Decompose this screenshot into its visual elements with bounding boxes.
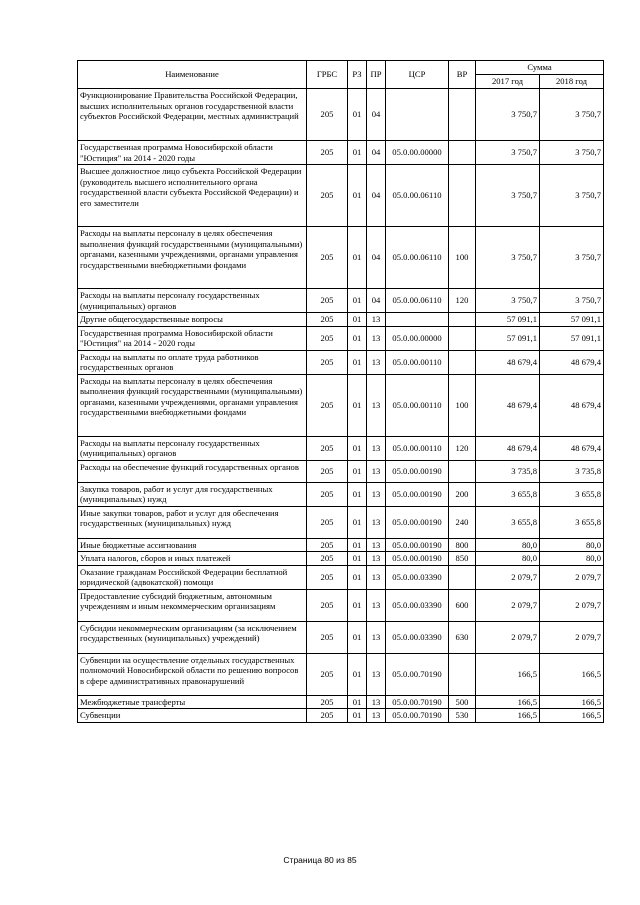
table-row [78,350,604,374]
row-sum-2018: 2 079,7 [540,589,604,621]
row-vr [449,460,476,482]
row-vr [449,141,476,165]
row-grbs: 205 [307,460,348,482]
row-rz: 01 [348,482,367,506]
row-pr: 13 [367,326,386,350]
row-csr: 05.0.00.00110 [386,436,449,460]
row-sum-2018: 2 079,7 [540,621,604,653]
row-pr: 13 [367,482,386,506]
row-grbs: 205 [307,313,348,327]
row-sum-2018: 48 679,4 [540,374,604,436]
row-grbs: 205 [307,695,348,709]
row-csr [386,89,449,141]
row-pr: 13 [367,506,386,538]
row-name: Оказание гражданам Российской Федерации бесплатной юридической (адвокатской) помощи [78,565,307,589]
row-name: Расходы на выплаты персоналу в целях обеспечения выполнения функций государственными (муниципальными) органами, казенными учреждениями, органами управления государственными внебюджетными фондами [78,227,307,289]
row-name: Расходы на выплаты по оплате труда работников государственных органов [78,350,307,374]
row-vr: 800 [449,538,476,552]
row-sum-2017: 3 655,8 [476,506,540,538]
row-vr: 100 [449,227,476,289]
row-sum-2018: 57 091,1 [540,326,604,350]
row-vr: 500 [449,695,476,709]
row-pr: 13 [367,621,386,653]
row-sum-2017: 3 750,7 [476,141,540,165]
row-vr: 630 [449,621,476,653]
table-row [78,460,604,482]
row-rz: 01 [348,565,367,589]
row-vr: 240 [449,506,476,538]
row-pr: 13 [367,374,386,436]
row-pr: 13 [367,565,386,589]
table-row [78,653,604,695]
row-vr [449,326,476,350]
row-sum-2018: 80,0 [540,538,604,552]
row-grbs: 205 [307,538,348,552]
row-sum-2017: 80,0 [476,552,540,566]
row-name: Иные бюджетные ассигнования [78,538,307,552]
row-pr: 04 [367,289,386,313]
header-sum: Сумма [476,61,604,75]
row-vr: 200 [449,482,476,506]
row-pr: 04 [367,89,386,141]
row-pr: 04 [367,165,386,227]
row-name: Расходы на выплаты персоналу государственных (муниципальных) органов [78,289,307,313]
row-rz: 01 [348,326,367,350]
row-vr [449,89,476,141]
row-pr: 04 [367,141,386,165]
table-row [78,552,604,566]
row-sum-2018: 166,5 [540,709,604,723]
row-sum-2018: 3 750,7 [540,289,604,313]
row-sum-2017: 166,5 [476,709,540,723]
row-csr: 05.0.00.00190 [386,552,449,566]
row-name: Иные закупки товаров, работ и услуг для обеспечения государственных (муниципальных) нужд [78,506,307,538]
row-sum-2018: 3 750,7 [540,89,604,141]
row-sum-2018: 3 750,7 [540,141,604,165]
table-row [78,89,604,141]
row-pr: 13 [367,350,386,374]
table-row [78,709,604,723]
row-csr: 05.0.00.00110 [386,374,449,436]
row-grbs: 205 [307,565,348,589]
row-sum-2017: 80,0 [476,538,540,552]
row-rz: 01 [348,165,367,227]
table-row [78,695,604,709]
row-sum-2017: 3 750,7 [476,89,540,141]
row-pr: 13 [367,653,386,695]
row-name: Расходы на обеспечение функций государственных органов [78,460,307,482]
row-rz: 01 [348,552,367,566]
row-sum-2017: 3 750,7 [476,227,540,289]
row-sum-2017: 48 679,4 [476,350,540,374]
row-csr: 05.0.00.00190 [386,460,449,482]
header-year-2018: 2018 год [540,75,604,89]
row-csr: 05.0.00.00000 [386,326,449,350]
row-rz: 01 [348,436,367,460]
row-csr: 05.0.00.06110 [386,289,449,313]
row-pr: 13 [367,709,386,723]
row-rz: 01 [348,460,367,482]
row-sum-2017: 3 735,8 [476,460,540,482]
row-rz: 01 [348,506,367,538]
row-name: Расходы на выплаты персоналу государственных (муниципальных) органов [78,436,307,460]
row-rz: 01 [348,538,367,552]
row-vr: 600 [449,589,476,621]
table-row [78,538,604,552]
row-pr: 13 [367,695,386,709]
table-row [78,565,604,589]
row-sum-2018: 2 079,7 [540,565,604,589]
row-sum-2017: 48 679,4 [476,374,540,436]
header-vr: ВР [449,61,476,89]
budget-table [77,60,604,723]
row-csr: 05.0.00.03390 [386,565,449,589]
row-sum-2017: 166,5 [476,653,540,695]
table-row [78,227,604,289]
row-grbs: 205 [307,141,348,165]
row-rz: 01 [348,695,367,709]
header-year-2017: 2017 год [476,75,540,89]
row-name: Государственная программа Новосибирской области "Юстиция" на 2014 - 2020 годы [78,141,307,165]
row-grbs: 205 [307,552,348,566]
row-pr: 13 [367,436,386,460]
row-grbs: 205 [307,326,348,350]
row-name: Расходы на выплаты персоналу в целях обеспечения выполнения функций государственными (муниципальными) органами, казенными учреждениями, органами управления государственными внебюджетными фондами [78,374,307,436]
header-name: Наименование [78,61,307,89]
row-pr: 04 [367,227,386,289]
row-sum-2018: 3 735,8 [540,460,604,482]
row-rz: 01 [348,89,367,141]
row-csr: 05.0.00.00190 [386,506,449,538]
row-pr: 13 [367,538,386,552]
row-sum-2018: 3 750,7 [540,165,604,227]
row-grbs: 205 [307,289,348,313]
table-row [78,482,604,506]
row-sum-2018: 57 091,1 [540,313,604,327]
row-sum-2017: 57 091,1 [476,326,540,350]
table-row [78,326,604,350]
row-rz: 01 [348,289,367,313]
row-csr: 05.0.00.00190 [386,538,449,552]
row-sum-2017: 2 079,7 [476,621,540,653]
row-grbs: 205 [307,350,348,374]
table-row [78,621,604,653]
row-grbs: 205 [307,227,348,289]
row-rz: 01 [348,709,367,723]
row-rz: 01 [348,374,367,436]
row-name: Другие общегосударственные вопросы [78,313,307,327]
header-grbs: ГРБС [307,61,348,89]
row-name: Закупка товаров, работ и услуг для государственных (муниципальных) нужд [78,482,307,506]
row-grbs: 205 [307,89,348,141]
row-grbs: 205 [307,165,348,227]
row-rz: 01 [348,313,367,327]
table-row [78,589,604,621]
row-sum-2018: 3 750,7 [540,227,604,289]
row-sum-2017: 166,5 [476,695,540,709]
header-rz: РЗ [348,61,367,89]
table-row [78,141,604,165]
row-grbs: 205 [307,709,348,723]
row-grbs: 205 [307,589,348,621]
row-pr: 13 [367,552,386,566]
row-pr: 13 [367,460,386,482]
row-name: Межбюджетные трансферты [78,695,307,709]
row-name: Государственная программа Новосибирской области "Юстиция" на 2014 - 2020 годы [78,326,307,350]
row-sum-2018: 3 655,8 [540,506,604,538]
row-vr [449,165,476,227]
row-name: Высшее должностное лицо субъекта Российской Федерации (руководитель высшего исполнительного органа государственной власти субъекта Российской Федерации) и его заместители [78,165,307,227]
table-row [78,165,604,227]
row-sum-2017: 3 750,7 [476,165,540,227]
row-vr: 850 [449,552,476,566]
row-vr: 100 [449,374,476,436]
row-rz: 01 [348,621,367,653]
row-rz: 01 [348,350,367,374]
row-grbs: 205 [307,436,348,460]
page-number: Страница 80 из 85 [283,855,357,865]
row-vr [449,565,476,589]
row-grbs: 205 [307,653,348,695]
row-sum-2018: 3 655,8 [540,482,604,506]
row-sum-2017: 2 079,7 [476,565,540,589]
row-grbs: 205 [307,506,348,538]
row-vr: 120 [449,289,476,313]
row-sum-2018: 48 679,4 [540,350,604,374]
header-csr: ЦСР [386,61,449,89]
row-vr [449,653,476,695]
row-vr: 120 [449,436,476,460]
row-sum-2017: 57 091,1 [476,313,540,327]
table-row [78,289,604,313]
row-csr: 05.0.00.00190 [386,482,449,506]
row-name: Функционирование Правительства Российской Федерации, высших исполнительных органов государственной власти субъектов Российской Федерации, местных администраций [78,89,307,141]
row-csr: 05.0.00.03390 [386,589,449,621]
row-csr: 05.0.00.70190 [386,695,449,709]
row-sum-2017: 48 679,4 [476,436,540,460]
row-csr: 05.0.00.03390 [386,621,449,653]
row-sum-2018: 80,0 [540,552,604,566]
row-csr: 05.0.00.00000 [386,141,449,165]
row-pr: 13 [367,313,386,327]
row-name: Субвенции [78,709,307,723]
row-grbs: 205 [307,482,348,506]
row-sum-2018: 166,5 [540,695,604,709]
row-name: Субсидии некоммерческим организациям (за исключением государственных (муниципальных) учреждений) [78,621,307,653]
row-rz: 01 [348,653,367,695]
row-vr [449,313,476,327]
row-rz: 01 [348,227,367,289]
row-name: Уплата налогов, сборов и иных платежей [78,552,307,566]
row-sum-2017: 2 079,7 [476,589,540,621]
row-vr: 530 [449,709,476,723]
table-row [78,506,604,538]
table-row [78,313,604,327]
row-csr: 05.0.00.70190 [386,709,449,723]
row-grbs: 205 [307,621,348,653]
row-sum-2018: 48 679,4 [540,436,604,460]
table-row [78,374,604,436]
header-pr: ПР [367,61,386,89]
row-rz: 01 [348,141,367,165]
row-sum-2017: 3 655,8 [476,482,540,506]
row-sum-2017: 3 750,7 [476,289,540,313]
row-csr: 05.0.00.70190 [386,653,449,695]
row-sum-2018: 166,5 [540,653,604,695]
row-name: Предоставление субсидий бюджетным, автономным учреждениям и иным некоммерческим организациям [78,589,307,621]
row-grbs: 205 [307,374,348,436]
row-name: Субвенции на осуществление отдельных государственных полномочий Новосибирской области по решению вопросов в сфере административных правонарушений [78,653,307,695]
row-csr [386,313,449,327]
row-csr: 05.0.00.06110 [386,165,449,227]
row-csr: 05.0.00.00110 [386,350,449,374]
row-pr: 13 [367,589,386,621]
row-vr [449,350,476,374]
row-csr: 05.0.00.06110 [386,227,449,289]
table-row [78,436,604,460]
row-rz: 01 [348,589,367,621]
